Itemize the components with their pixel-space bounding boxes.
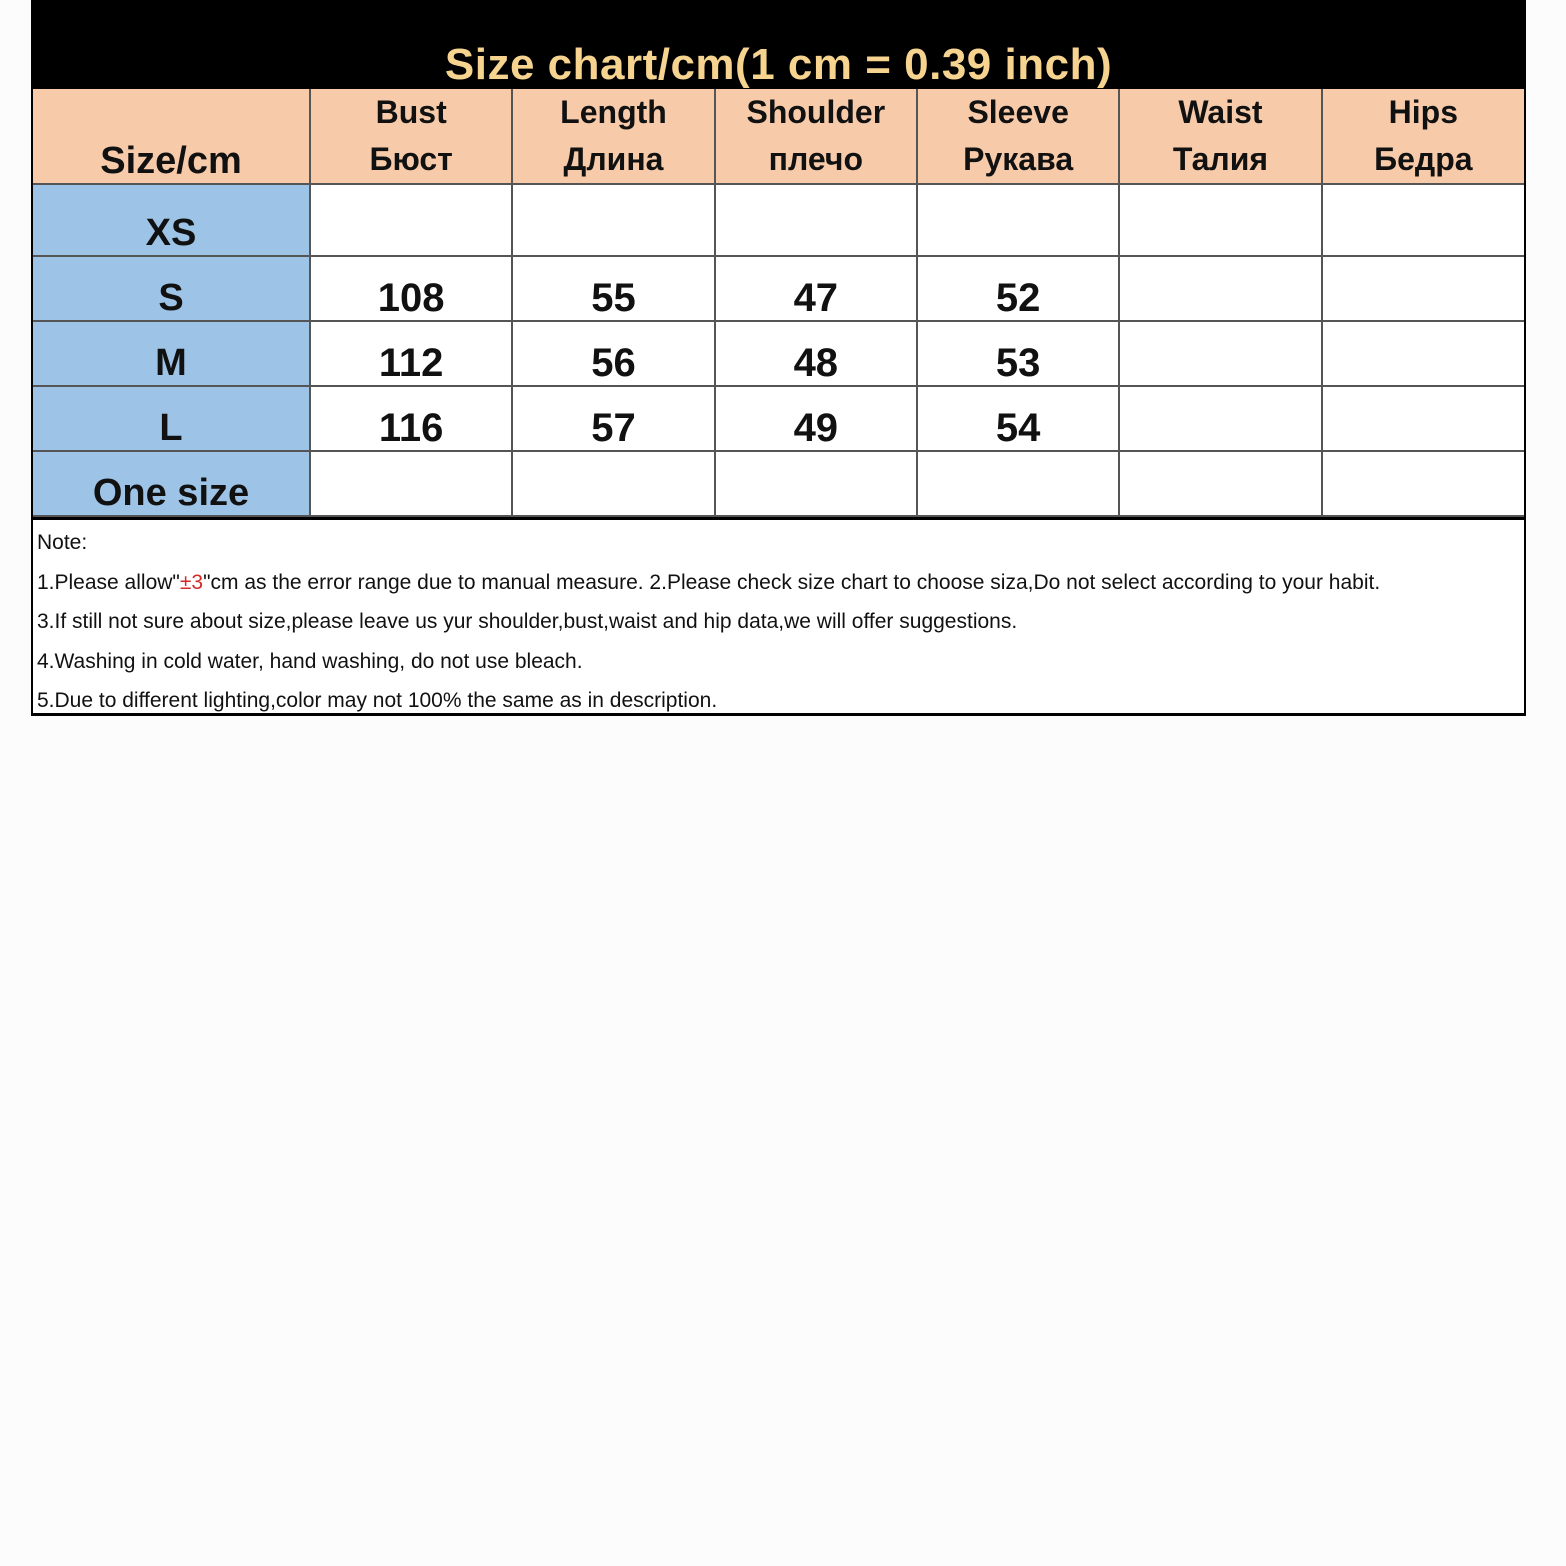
cell-value: 47 [793, 276, 839, 320]
size-label-text: M [155, 342, 187, 384]
cell-value: 116 [378, 406, 444, 450]
table-cell [1322, 321, 1524, 386]
size-table [33, 89, 1524, 517]
column-header-hips [1322, 89, 1524, 184]
table-cell [917, 256, 1119, 321]
table-row [33, 321, 1524, 386]
table-cell [1119, 256, 1321, 321]
note-line-1-suffix: "cm as the error range due to manual measure. 2.Please check size chart to choose siza,Do not select according to your habit. [203, 570, 1381, 594]
cell-value: 112 [378, 341, 444, 385]
column-header-bust [310, 89, 512, 184]
table-cell [917, 451, 1119, 516]
column-header-sleeve [917, 89, 1119, 184]
note-line-1-prefix: 1.Please allow" [37, 570, 180, 594]
table-cell [310, 451, 512, 516]
cell-value: 48 [793, 341, 839, 385]
size-label [33, 184, 310, 256]
table-cell [1119, 386, 1321, 451]
note-line-4: 5.Due to different lighting,color may not 100% the same as in description. [37, 689, 718, 713]
table-cell [715, 451, 917, 516]
column-header-en: Shoulder [746, 94, 886, 130]
column-header-ru: Длина [563, 141, 664, 177]
chart-title: Size chart/cm(1 cm = 0.39 inch) [444, 40, 1113, 89]
table-cell [715, 256, 917, 321]
table-cell [917, 321, 1119, 386]
table-row [33, 256, 1524, 321]
title-bar [33, 0, 1524, 89]
table-cell [917, 386, 1119, 451]
table-cell [512, 256, 714, 321]
table-row [33, 386, 1524, 451]
size-column-header: Size/cm [33, 89, 310, 184]
table-cell [512, 184, 714, 256]
table-cell [715, 184, 917, 256]
column-header-en: Bust [375, 94, 447, 130]
column-header-waist [1119, 89, 1321, 184]
table-cell [1119, 451, 1321, 516]
notes-section [33, 517, 1524, 726]
table-cell [310, 256, 512, 321]
table-row [33, 451, 1524, 516]
cell-value: 57 [591, 406, 636, 450]
table-row [33, 184, 1524, 256]
table-cell [310, 386, 512, 451]
column-header-ru: плечо [768, 141, 863, 177]
cell-value: 56 [591, 341, 636, 385]
column-header-ru: Рукава [963, 141, 1074, 177]
table-cell [1119, 184, 1321, 256]
cell-value: 108 [377, 276, 445, 320]
column-header-ru: Бедра [1374, 141, 1473, 177]
size-label-text: XS [145, 212, 197, 254]
table-cell [310, 184, 512, 256]
cell-value: 53 [995, 341, 1041, 385]
table-cell [512, 386, 714, 451]
cell-value: 49 [793, 406, 839, 450]
cell-value: 55 [591, 276, 636, 320]
size-label [33, 256, 310, 321]
size-label-text: One size [92, 472, 250, 514]
size-label-text: S [158, 277, 184, 319]
column-header-en: Hips [1388, 94, 1458, 130]
column-header-ru: Бюст [369, 141, 453, 177]
size-chart [31, 0, 1526, 716]
column-header-en: Waist [1178, 94, 1263, 130]
table-cell [917, 184, 1119, 256]
table-cell [1322, 386, 1524, 451]
note-line-2: 3.If still not sure about size,please leave us yur shoulder,bust,waist and hip data,we will offer suggestions. [37, 610, 1018, 634]
table-cell [512, 321, 714, 386]
table-cell [1322, 451, 1524, 516]
header-row [33, 89, 1524, 184]
column-header-en: Sleeve [967, 94, 1069, 130]
column-header-en: Length [560, 94, 667, 130]
table-cell [715, 386, 917, 451]
note-line-1 [37, 568, 1524, 608]
size-label [33, 451, 310, 516]
cell-value: 52 [995, 276, 1041, 320]
size-label [33, 321, 310, 386]
size-label-text: L [159, 407, 183, 449]
cell-value: 54 [995, 406, 1041, 450]
note-line-1-highlight: ±3 [179, 570, 204, 594]
notes-heading: Note: [37, 531, 88, 554]
table-cell [1119, 321, 1321, 386]
table-cell [1322, 256, 1524, 321]
table-cell [512, 451, 714, 516]
column-header-length [512, 89, 714, 184]
column-header-shoulder [715, 89, 917, 184]
table-cell [715, 321, 917, 386]
note-line-3: 4.Washing in cold water, hand washing, do not use bleach. [37, 649, 583, 673]
table-cell [310, 321, 512, 386]
column-header-ru: Талия [1172, 141, 1269, 177]
size-label [33, 386, 310, 451]
table-cell [1322, 184, 1524, 256]
